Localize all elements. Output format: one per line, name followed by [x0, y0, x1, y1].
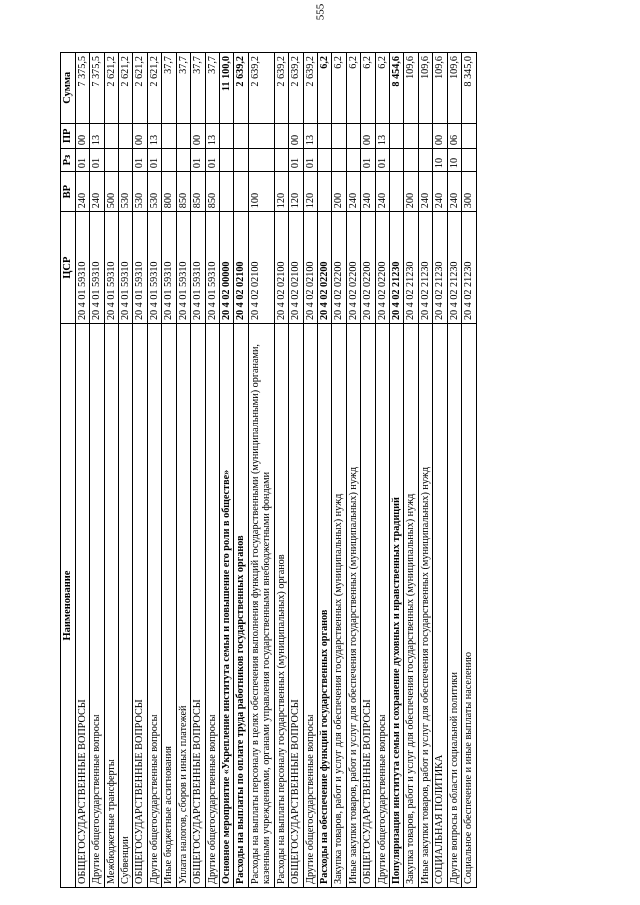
budget-table — [60, 52, 477, 888]
cell-vr — [390, 172, 404, 212]
cell-csr: 20 4 01 59310 — [119, 212, 133, 324]
cell-sum: 8 454,6 — [390, 53, 404, 124]
cell-name: СОЦИАЛЬНАЯ ПОЛИТИКА — [433, 324, 447, 888]
cell-name: Расходы на выплаты персоналу государственных (муниципальных) органов — [274, 324, 288, 888]
cell-vr: 120 — [289, 172, 303, 212]
cell-csr: 20 4 01 59310 — [147, 212, 161, 324]
cell-pr — [462, 123, 476, 149]
cell-pr: 00 — [289, 123, 303, 149]
cell-name: ОБЩЕГОСУДАРСТВЕННЫЕ ВОПРОСЫ — [289, 324, 303, 888]
table-row — [274, 53, 288, 888]
table-row — [462, 53, 476, 888]
cell-csr: 20 4 01 59310 — [75, 212, 89, 324]
header-rz: Рз — [61, 149, 76, 172]
cell-name: Основное мероприятие «Укрепление института семьи и повышение его роли в обществе» — [219, 324, 233, 888]
cell-name: Другие общегосударственные вопросы — [303, 324, 317, 888]
cell-csr: 20 4 02 02100 — [234, 212, 248, 324]
cell-pr: 13 — [90, 123, 104, 149]
cell-csr: 20 4 02 02100 — [248, 212, 274, 324]
cell-vr — [219, 172, 233, 212]
cell-sum: 2 621,2 — [133, 53, 147, 124]
cell-pr: 13 — [375, 123, 389, 149]
cell-pr — [346, 123, 360, 149]
cell-csr: 20 4 01 59310 — [90, 212, 104, 324]
cell-name: Иные закупки товаров, работ и услуг для обеспечения государственных (муниципальных) нужд — [346, 324, 360, 888]
cell-pr — [248, 123, 274, 149]
cell-vr: 240 — [361, 172, 375, 212]
cell-vr: 530 — [133, 172, 147, 212]
cell-name: ОБЩЕГОСУДАРСТВЕННЫЕ ВОПРОСЫ — [191, 324, 205, 888]
cell-vr: 240 — [418, 172, 432, 212]
table-body — [75, 53, 476, 888]
cell-pr — [332, 123, 346, 149]
cell-vr: 500 — [104, 172, 118, 212]
header-name: Наименование — [61, 324, 76, 888]
cell-vr: 240 — [433, 172, 447, 212]
page-number-text: 555 — [314, 3, 326, 21]
cell-vr: 120 — [303, 172, 317, 212]
cell-csr: 20 4 02 02100 — [289, 212, 303, 324]
cell-csr: 20 4 02 02200 — [332, 212, 346, 324]
cell-pr: 13 — [303, 123, 317, 149]
cell-pr — [176, 123, 190, 149]
cell-rz — [332, 149, 346, 172]
cell-pr — [418, 123, 432, 149]
cell-sum: 6,2 — [332, 53, 346, 124]
cell-csr: 20 4 01 59310 — [176, 212, 190, 324]
table-row — [248, 53, 274, 888]
cell-pr — [274, 123, 288, 149]
cell-vr — [317, 172, 331, 212]
cell-vr: 240 — [447, 172, 461, 212]
cell-csr: 20 4 02 02100 — [303, 212, 317, 324]
cell-rz — [317, 149, 331, 172]
table-row — [90, 53, 104, 888]
cell-csr: 20 4 02 21230 — [390, 212, 404, 324]
cell-sum: 37,7 — [176, 53, 190, 124]
cell-csr: 20 4 02 21230 — [418, 212, 432, 324]
cell-name: Другие общегосударственные вопросы — [205, 324, 219, 888]
cell-sum: 11 100,0 — [219, 53, 233, 124]
cell-csr: 20 4 01 59310 — [104, 212, 118, 324]
table-row — [219, 53, 233, 888]
cell-name: Межбюджетные трансферты — [104, 324, 118, 888]
table-row — [447, 53, 461, 888]
cell-pr: 00 — [361, 123, 375, 149]
cell-rz — [104, 149, 118, 172]
cell-name: Другие вопросы в области социальной политики — [447, 324, 461, 888]
cell-pr: 00 — [75, 123, 89, 149]
cell-sum: 2 639,2 — [289, 53, 303, 124]
cell-rz: 01 — [303, 149, 317, 172]
cell-rz — [346, 149, 360, 172]
cell-rz — [404, 149, 418, 172]
cell-pr: 13 — [147, 123, 161, 149]
table-row — [317, 53, 331, 888]
cell-sum: 109,6 — [447, 53, 461, 124]
cell-sum: 109,6 — [418, 53, 432, 124]
cell-csr: 20 4 01 59310 — [191, 212, 205, 324]
cell-sum: 2 639,2 — [234, 53, 248, 124]
page-number — [0, 3, 640, 22]
cell-rz — [462, 149, 476, 172]
cell-vr: 530 — [119, 172, 133, 212]
cell-vr: 240 — [346, 172, 360, 212]
cell-csr: 20 4 02 21230 — [447, 212, 461, 324]
table-row — [346, 53, 360, 888]
cell-name: Другие общегосударственные вопросы — [147, 324, 161, 888]
cell-vr: 800 — [162, 172, 176, 212]
cell-sum: 2 639,2 — [274, 53, 288, 124]
cell-pr — [104, 123, 118, 149]
cell-name: Социальное обеспечение и иные выплаты населению — [462, 324, 476, 888]
cell-vr: 850 — [205, 172, 219, 212]
cell-vr: 200 — [404, 172, 418, 212]
cell-sum: 6,2 — [375, 53, 389, 124]
cell-csr: 20 4 02 02200 — [375, 212, 389, 324]
header-sum: Сумма — [61, 53, 76, 124]
header-vr: ВР — [61, 172, 76, 212]
cell-pr: 13 — [205, 123, 219, 149]
cell-name: ОБЩЕГОСУДАРСТВЕННЫЕ ВОПРОСЫ — [361, 324, 375, 888]
cell-csr: 20 4 01 59310 — [162, 212, 176, 324]
cell-sum: 109,6 — [404, 53, 418, 124]
cell-rz: 01 — [133, 149, 147, 172]
cell-rz — [176, 149, 190, 172]
cell-vr: 530 — [147, 172, 161, 212]
cell-pr — [390, 123, 404, 149]
cell-pr: 00 — [433, 123, 447, 149]
cell-sum: 2 621,2 — [119, 53, 133, 124]
cell-name: Расходы на выплаты по оплате труда работников государственных органов — [234, 324, 248, 888]
cell-rz: 01 — [191, 149, 205, 172]
cell-csr: 20 4 02 02200 — [317, 212, 331, 324]
header-pr: ПР — [61, 123, 76, 149]
table-row — [433, 53, 447, 888]
cell-vr: 300 — [462, 172, 476, 212]
cell-rz: 01 — [205, 149, 219, 172]
table-row — [205, 53, 219, 888]
table-row — [191, 53, 205, 888]
cell-rz — [219, 149, 233, 172]
cell-rz: 10 — [447, 149, 461, 172]
cell-vr: 240 — [75, 172, 89, 212]
cell-rz — [162, 149, 176, 172]
table-row — [133, 53, 147, 888]
cell-rz: 01 — [90, 149, 104, 172]
cell-pr — [234, 123, 248, 149]
table-row — [162, 53, 176, 888]
cell-vr: 850 — [176, 172, 190, 212]
cell-name: Расходы на выплаты персоналу в целях обеспечения выполнения функций государственными (муниципальными) органами, казенными учреждениями, органами управления государственными внебюджетными фондами — [248, 324, 274, 888]
budget-table-sheet — [60, 52, 590, 888]
cell-rz: 01 — [75, 149, 89, 172]
cell-sum: 109,6 — [433, 53, 447, 124]
table-row — [375, 53, 389, 888]
table-row — [303, 53, 317, 888]
cell-name: Закупка товаров, работ и услуг для обеспечения государственных (муниципальных) нужд — [404, 324, 418, 888]
rotated-page-area — [60, 52, 590, 888]
table-row — [104, 53, 118, 888]
cell-name: ОБЩЕГОСУДАРСТВЕННЫЕ ВОПРОСЫ — [133, 324, 147, 888]
cell-csr: 20 4 02 21230 — [433, 212, 447, 324]
table-row — [418, 53, 432, 888]
cell-sum: 37,7 — [162, 53, 176, 124]
cell-name: Закупка товаров, работ и услуг для обеспечения государственных (муниципальных) нужд — [332, 324, 346, 888]
cell-rz: 01 — [147, 149, 161, 172]
cell-sum: 8 345,0 — [462, 53, 476, 124]
cell-name: Другие общегосударственные вопросы — [90, 324, 104, 888]
cell-sum: 7 375,5 — [75, 53, 89, 124]
cell-csr: 20 4 01 59310 — [205, 212, 219, 324]
cell-sum: 2 621,2 — [104, 53, 118, 124]
cell-name: Популяризация института семьи и сохранение духовных и нравственных традиций — [390, 324, 404, 888]
cell-rz — [274, 149, 288, 172]
cell-rz — [248, 149, 274, 172]
cell-name: Уплата налогов, сборов и иных платежей — [176, 324, 190, 888]
cell-pr — [404, 123, 418, 149]
cell-rz: 01 — [361, 149, 375, 172]
cell-sum: 37,7 — [205, 53, 219, 124]
cell-csr: 20 4 02 02200 — [346, 212, 360, 324]
cell-sum: 2 621,2 — [147, 53, 161, 124]
cell-sum: 6,2 — [361, 53, 375, 124]
cell-vr — [234, 172, 248, 212]
cell-rz — [390, 149, 404, 172]
cell-sum: 2 639,2 — [303, 53, 317, 124]
table-row — [332, 53, 346, 888]
cell-pr — [219, 123, 233, 149]
cell-name: Другие общегосударственные вопросы — [375, 324, 389, 888]
cell-pr — [162, 123, 176, 149]
cell-csr: 20 4 02 02100 — [274, 212, 288, 324]
cell-name: Иные закупки товаров, работ и услуг для обеспечения государственных (муниципальных) нужд — [418, 324, 432, 888]
table-row — [176, 53, 190, 888]
cell-vr: 120 — [274, 172, 288, 212]
cell-name: Субвенции — [119, 324, 133, 888]
cell-name: Иные бюджетные ассигнования — [162, 324, 176, 888]
cell-rz — [418, 149, 432, 172]
table-row — [119, 53, 133, 888]
cell-rz: 10 — [433, 149, 447, 172]
cell-sum: 7 375,5 — [90, 53, 104, 124]
table-row — [390, 53, 404, 888]
table-row — [75, 53, 89, 888]
cell-pr — [317, 123, 331, 149]
cell-csr: 20 4 02 00000 — [219, 212, 233, 324]
cell-sum: 6,2 — [317, 53, 331, 124]
cell-vr: 240 — [375, 172, 389, 212]
cell-sum: 6,2 — [346, 53, 360, 124]
table-row — [289, 53, 303, 888]
cell-pr: 06 — [447, 123, 461, 149]
cell-csr: 20 4 02 02200 — [361, 212, 375, 324]
table-row — [361, 53, 375, 888]
cell-vr: 850 — [191, 172, 205, 212]
table-header-row — [61, 53, 76, 888]
table-row — [404, 53, 418, 888]
table-row — [234, 53, 248, 888]
cell-name: ОБЩЕГОСУДАРСТВЕННЫЕ ВОПРОСЫ — [75, 324, 89, 888]
cell-vr: 100 — [248, 172, 274, 212]
cell-csr: 20 4 02 21230 — [404, 212, 418, 324]
cell-name: Расходы на обеспечение функций государственных органов — [317, 324, 331, 888]
cell-rz — [119, 149, 133, 172]
cell-sum: 2 639,2 — [248, 53, 274, 124]
cell-vr: 240 — [90, 172, 104, 212]
header-csr: ЦСР — [61, 212, 76, 324]
cell-rz: 01 — [289, 149, 303, 172]
cell-csr: 20 4 01 59310 — [133, 212, 147, 324]
cell-pr: 00 — [133, 123, 147, 149]
cell-rz — [234, 149, 248, 172]
cell-sum: 37,7 — [191, 53, 205, 124]
cell-rz: 01 — [375, 149, 389, 172]
cell-vr: 200 — [332, 172, 346, 212]
table-row — [147, 53, 161, 888]
cell-csr: 20 4 02 21230 — [462, 212, 476, 324]
cell-pr: 00 — [191, 123, 205, 149]
cell-pr — [119, 123, 133, 149]
